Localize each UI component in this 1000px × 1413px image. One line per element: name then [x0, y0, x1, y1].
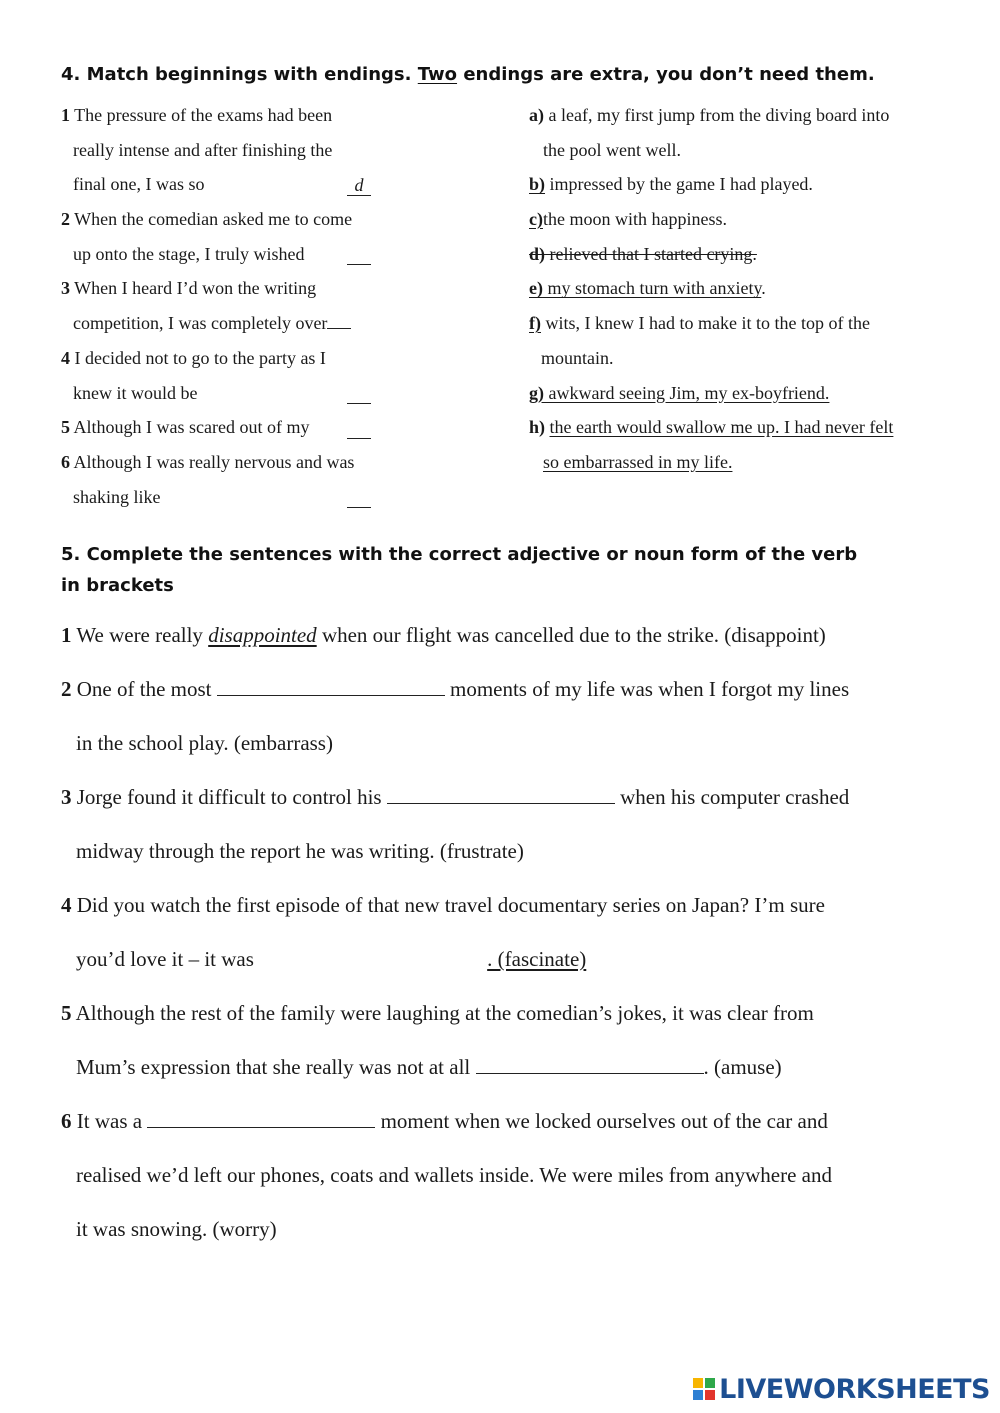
section-5-heading-line-1: 5. Complete the sentences with the correct adjective or noun form of the verb — [61, 544, 858, 565]
logo-grid-icon — [693, 1378, 715, 1400]
ending-a-line-2: the pool went well. — [543, 139, 681, 160]
ending-h-line-1: h) the earth would swallow me up. I had never felt — [529, 417, 894, 438]
beginning-2-line-2: up onto the stage, I truly wished — [61, 237, 391, 272]
beginning-3-line-1: 3 When I heard I’d won the writing — [61, 278, 317, 299]
ending-c: c)the moon with happiness. — [529, 209, 727, 230]
beginning-2-line-1: 2 When the comedian asked me to come — [61, 209, 353, 230]
answer-3-input[interactable] — [387, 781, 615, 804]
section-4-heading: 4. Match beginnings with endings. Two endings are extra, you don’t need them. — [61, 64, 875, 85]
section-5-heading-line-2: in brackets — [61, 575, 174, 596]
answer-3-input[interactable] — [327, 310, 351, 329]
sentence-3-line-2: midway through the report he was writing. (frustrate) — [76, 839, 524, 863]
beginning-4-line-1: 4 I decided not to go to the party as I — [61, 347, 326, 368]
answer-1-input[interactable]: d — [347, 175, 371, 196]
beginning-1-line-1: 1 The pressure of the exams had been — [61, 105, 333, 125]
sentence-6: 6 It was a moment when we locked ourselves out of the car and — [61, 1094, 941, 1148]
answer-1-filled[interactable]: disappointed — [208, 623, 317, 647]
answer-6-input[interactable] — [147, 1105, 375, 1128]
sentence-4-line-2: you’d love it – it was . (fascinate) — [61, 932, 941, 986]
answer-5-input[interactable] — [347, 418, 371, 439]
endings-column — [529, 98, 949, 480]
beginning-6-line-1: 6 Although I was really nervous and was — [61, 451, 355, 472]
beginning-1-line-3: final one, I was so d — [61, 167, 391, 202]
ending-a-line-1: a) a leaf, my first jump from the diving board into — [529, 105, 890, 125]
sentence-6-line-3: it was snowing. (worry) — [76, 1217, 277, 1241]
answer-4-input[interactable] — [259, 944, 487, 966]
sentence-5: 5 Although the rest of the family were laughing at the comedian’s jokes, it was clear from — [61, 1001, 814, 1025]
ending-f-line-1: f) wits, I knew I had to make it to the top of the — [529, 313, 870, 334]
ending-e: e) my stomach turn with anxiety. — [529, 278, 766, 299]
sentence-2-line-2: in the school play. (embarrass) — [76, 731, 333, 755]
answer-2-input[interactable] — [347, 244, 371, 265]
beginning-1-line-2: really intense and after finishing the — [73, 139, 333, 160]
beginning-6-line-2: shaking like — [61, 480, 391, 515]
sentence-2: 2 One of the most moments of my life was when I forgot my lines — [61, 662, 941, 716]
liveworksheets-logo — [693, 1373, 990, 1405]
beginning-3-line-2: competition, I was completely over — [61, 306, 391, 341]
beginning-5-line-1: 5 Although I was scared out of my — [61, 410, 391, 445]
ending-g: g) awkward seeing Jim, my ex-boyfriend. — [529, 382, 830, 403]
ending-h-line-2: so embarrassed in my life. — [543, 451, 733, 472]
ending-b: b) impressed by the game I had played. — [529, 174, 813, 195]
sentence-5-line-2: Mum’s expression that she really was not at all . (amuse) — [61, 1040, 941, 1094]
answer-4-input[interactable] — [347, 383, 371, 404]
sentence-1: 1 We were really disappointed when our flight was cancelled due to the strike. (disappoint) — [61, 623, 826, 647]
sentence-3: 3 Jorge found it difficult to control his when his computer crashed — [61, 770, 941, 824]
beginning-4-line-2: knew it would be — [61, 376, 391, 411]
logo-text: LIVEWORKSHEETS — [719, 1373, 990, 1405]
answer-6-input[interactable] — [347, 487, 371, 508]
ending-f-line-2: mountain. — [541, 347, 614, 368]
answer-2-input[interactable] — [217, 673, 445, 696]
answer-5-input[interactable] — [476, 1051, 704, 1074]
sentence-list — [61, 608, 941, 1256]
beginnings-column — [61, 98, 391, 514]
sentence-4: 4 Did you watch the first episode of that new travel documentary series on Japan? I’m sure — [61, 893, 825, 917]
heading-emphasis: Two — [417, 64, 458, 85]
sentence-6-line-2: realised we’d left our phones, coats and wallets inside. We were miles from anywhere and — [76, 1163, 832, 1187]
ending-d: d) relieved that I started crying. — [529, 243, 757, 264]
